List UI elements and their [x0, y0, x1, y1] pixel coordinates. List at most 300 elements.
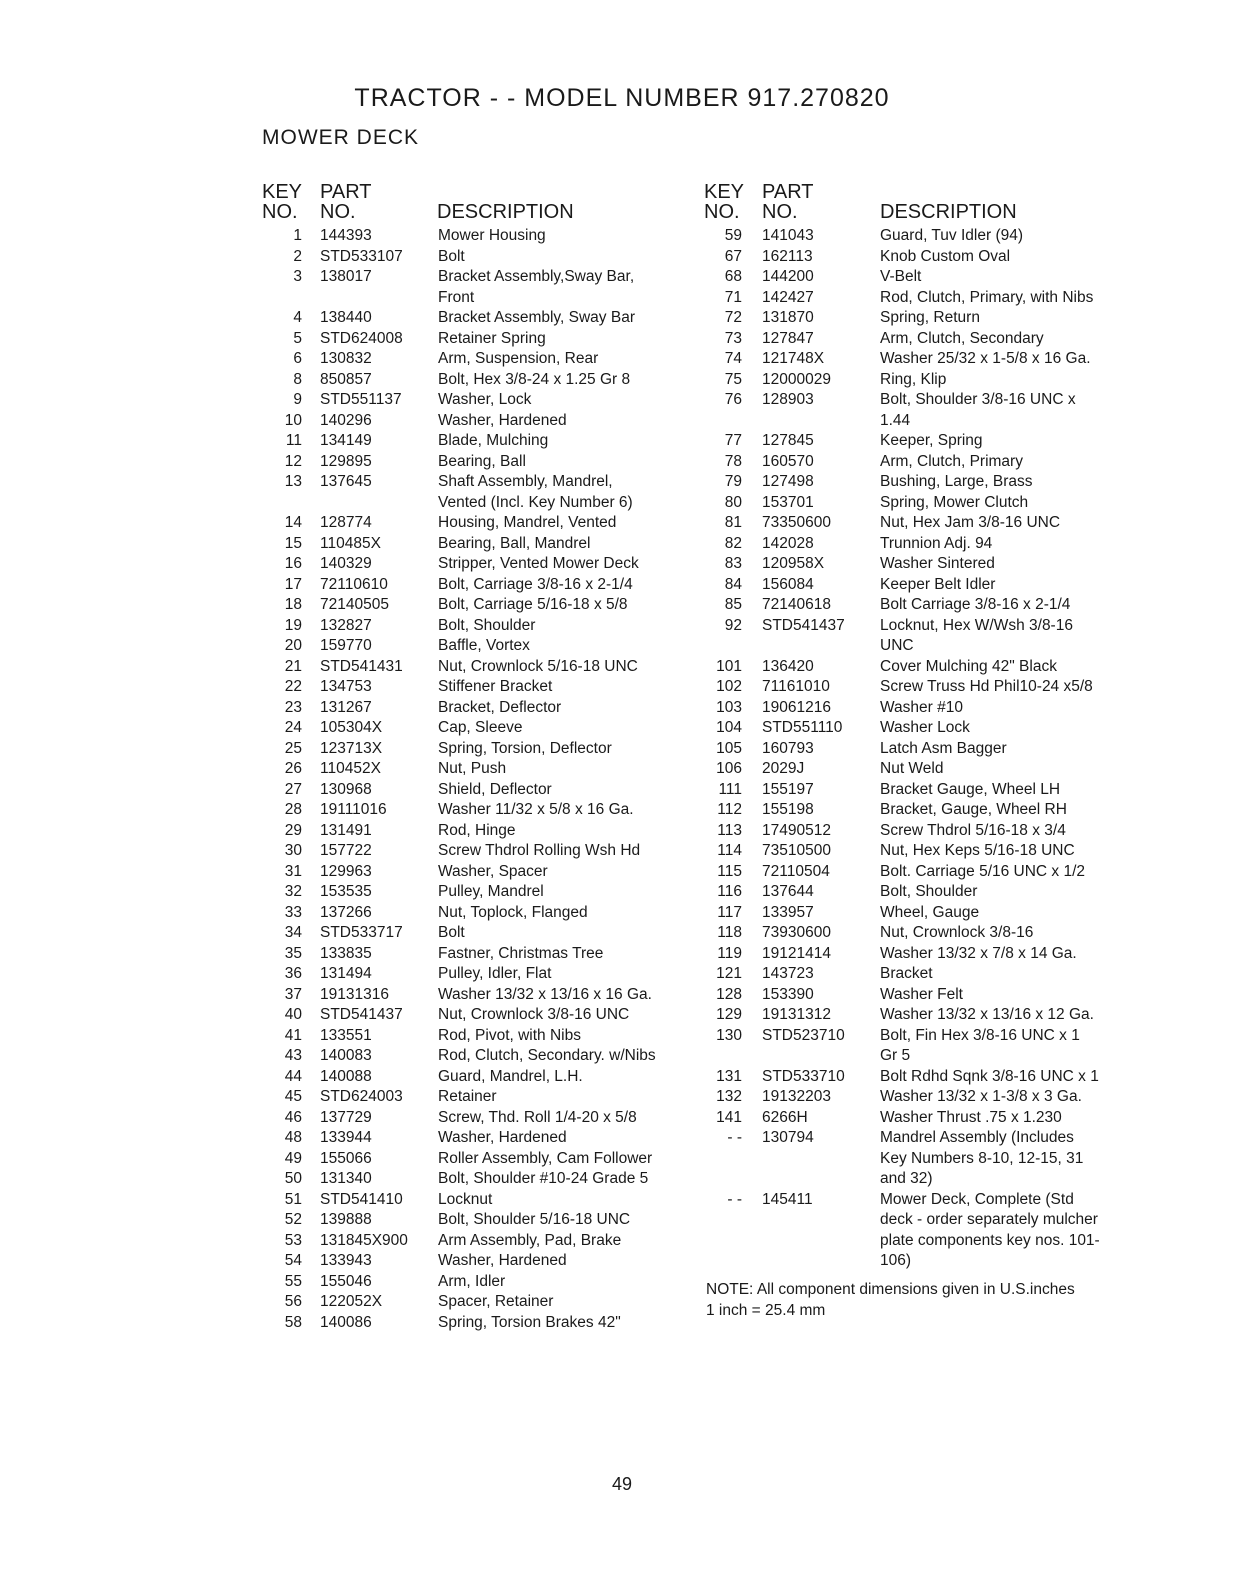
key-no: 2 [293, 247, 302, 265]
key-no: 26 [284, 760, 302, 777]
parts-row [262, 718, 682, 739]
part-no: 155197 [762, 780, 814, 798]
part-description: Spring, Torsion Brakes 42" [438, 1313, 621, 1331]
parts-row [704, 718, 1134, 739]
parts-row [262, 595, 682, 616]
parts-row [262, 1087, 682, 1108]
parts-row [704, 1005, 1134, 1026]
parts-row [704, 247, 1134, 268]
part-no: 131494 [320, 965, 372, 982]
part-no: 136420 [762, 657, 814, 675]
part-description: Bushing, Large, Brass [880, 473, 1033, 490]
part-no: 130794 [762, 1129, 814, 1146]
part-no: 137729 [320, 1108, 372, 1126]
parts-row [704, 739, 1134, 760]
key-no: 115 [717, 862, 742, 880]
key-no: 32 [284, 883, 302, 900]
part-description: Screw Thdrol Rolling Wsh Hd [438, 842, 641, 859]
key-no: 13 [284, 473, 302, 490]
part-description: Bolt Rdhd Sqnk 3/8-16 UNC x 1 [880, 1067, 1099, 1085]
key-no: 41 [284, 1026, 302, 1044]
key-no: 34 [284, 924, 302, 941]
parts-row [262, 349, 682, 370]
parts-row [262, 882, 682, 903]
page-title: TRACTOR - - MODEL NUMBER 917.270820 [354, 84, 890, 112]
part-description: Nut, Hex Jam 3/8-16 UNC [880, 514, 1061, 531]
key-no: 75 [724, 370, 742, 388]
parts-row [704, 308, 1134, 329]
section-heading: MOWER DECK [262, 126, 419, 149]
part-no: 143723 [762, 965, 814, 982]
part-description: Shield, Deflector [438, 780, 552, 798]
part-no: 139888 [320, 1211, 372, 1228]
key-no: 102 [716, 678, 742, 695]
key-no: 67 [724, 247, 742, 265]
parts-row [262, 759, 682, 780]
part-description: Spring, Torsion, Deflector [438, 739, 612, 757]
part-no: 155046 [320, 1272, 372, 1290]
key-no: 1 [293, 227, 302, 244]
part-no: 133943 [320, 1252, 372, 1269]
parts-row [704, 1128, 1134, 1190]
part-no: 153701 [762, 493, 814, 511]
part-no: 133957 [762, 903, 814, 921]
key-no: 78 [724, 452, 742, 470]
key-no: 35 [284, 944, 302, 962]
part-no: 127498 [762, 473, 814, 490]
part-no: 140329 [320, 555, 372, 572]
key-no: 45 [284, 1088, 302, 1105]
parts-row [704, 595, 1134, 616]
parts-row [262, 1251, 682, 1272]
part-no: 123713X [320, 739, 383, 757]
key-no: 21 [284, 657, 302, 675]
part-no: 137644 [762, 883, 814, 900]
part-description: Wheel, Gauge [880, 903, 980, 921]
part-description: Rod, Pivot, with Nibs [438, 1026, 581, 1044]
parts-row [704, 267, 1134, 288]
part-no-header: PART NO. [762, 181, 814, 223]
parts-row [704, 554, 1134, 575]
part-no: 72110610 [320, 575, 388, 593]
key-no: 29 [284, 821, 302, 839]
parts-row [262, 944, 682, 965]
part-no: 73510500 [762, 842, 831, 859]
parts-list-left [262, 226, 682, 1333]
part-no: 19111016 [320, 801, 387, 818]
key-no: 14 [284, 514, 302, 531]
part-no: 131340 [320, 1170, 372, 1187]
part-description: Mower Deck, Complete (Std deck - order separately mulcher plate components key nos. 101- 106) [880, 1190, 1100, 1269]
parts-row [262, 513, 682, 534]
part-description: Retainer Spring [438, 329, 546, 347]
part-description: Arm, Idler [438, 1272, 506, 1290]
part-no: 140083 [320, 1047, 372, 1064]
key-no: 27 [284, 780, 302, 798]
part-description: Stripper, Vented Mower Deck [438, 555, 639, 572]
part-description: Washer, Hardened [438, 1129, 567, 1146]
part-description: Washer Felt [880, 985, 963, 1003]
parts-row [262, 267, 682, 308]
part-no: STD533717 [320, 924, 403, 941]
part-no: 142427 [762, 288, 814, 306]
key-no: 72 [724, 309, 742, 326]
parts-row [704, 759, 1134, 780]
part-description: Roller Assembly, Cam Follower [438, 1149, 653, 1167]
parts-row [704, 370, 1134, 391]
parts-row [262, 411, 682, 432]
key-no: 10 [284, 411, 302, 429]
part-no: 155198 [762, 801, 814, 818]
key-no: 105 [716, 739, 742, 757]
part-description: Bracket Assembly,Sway Bar, Front [438, 268, 635, 306]
part-description: Baffle, Vortex [438, 637, 530, 654]
part-description: Washer 13/32 x 13/16 x 16 Ga. [438, 985, 652, 1003]
key-no: 48 [284, 1129, 302, 1146]
part-no: 138440 [320, 309, 372, 326]
key-no: 103 [716, 698, 742, 716]
part-no: 134149 [320, 432, 372, 449]
parts-row [262, 636, 682, 657]
part-description: Washer, Hardened [438, 1252, 567, 1269]
key-no: 30 [284, 842, 302, 859]
parts-row [704, 985, 1134, 1006]
parts-row [704, 288, 1134, 309]
parts-row [262, 862, 682, 883]
description-header: DESCRIPTION [437, 201, 574, 223]
part-description: Nut, Toplock, Flanged [438, 903, 588, 921]
parts-row [262, 554, 682, 575]
part-description: Bracket [880, 965, 933, 982]
parts-row [262, 1210, 682, 1231]
part-description: Washer 25/32 x 1-5/8 x 16 Ga. [880, 350, 1091, 367]
part-description: Bolt, Fin Hex 3/8-16 UNC x 1 Gr 5 [880, 1026, 1080, 1064]
part-description: Stiffener Bracket [438, 678, 553, 695]
part-description: Housing, Mandrel, Vented [438, 514, 617, 531]
key-no: 17 [284, 575, 302, 593]
part-description: Bolt, Carriage 3/8-16 x 2-1/4 [438, 575, 633, 593]
key-no: 9 [293, 391, 302, 408]
parts-row [262, 308, 682, 329]
part-description: Bolt, Shoulder #10-24 Grade 5 [438, 1170, 649, 1187]
part-description: Fastner, Christmas Tree [438, 944, 604, 962]
parts-row [704, 1067, 1134, 1088]
part-no: STD541410 [320, 1190, 403, 1208]
part-description: Cap, Sleeve [438, 719, 523, 736]
part-no: 131267 [320, 698, 372, 716]
key-no: 16 [284, 555, 302, 572]
parts-row [262, 800, 682, 821]
part-description: Bolt, Shoulder 3/8-16 UNC x 1.44 [880, 391, 1076, 429]
key-no: 106 [716, 760, 742, 777]
part-description: Washer #10 [880, 698, 963, 716]
parts-row [704, 226, 1134, 247]
part-no: 120958X [762, 555, 825, 572]
parts-row [262, 575, 682, 596]
key-no: 37 [284, 985, 302, 1003]
key-no: - - [727, 1129, 742, 1146]
part-description: Nut, Crownlock 5/16-18 UNC [438, 657, 638, 675]
parts-row [262, 616, 682, 637]
parts-row [262, 472, 682, 513]
key-no-header: KEY NO. [704, 181, 745, 223]
key-no: 49 [284, 1149, 302, 1167]
part-no: 157722 [320, 842, 372, 859]
parts-row [262, 677, 682, 698]
parts-row [262, 1128, 682, 1149]
description-header: DESCRIPTION [880, 201, 1017, 223]
part-no: STD541437 [320, 1006, 403, 1023]
parts-row [262, 534, 682, 555]
part-description: Washer, Spacer [438, 862, 548, 880]
part-description: Bearing, Ball [438, 452, 526, 470]
part-no: 162113 [762, 247, 813, 265]
parts-row [262, 657, 682, 678]
key-no: 40 [284, 1006, 302, 1023]
part-description: Spacer, Retainer [438, 1293, 554, 1310]
key-no: 114 [717, 842, 742, 859]
key-no: 28 [284, 801, 302, 818]
parts-row [262, 329, 682, 350]
key-no: 23 [284, 698, 302, 716]
part-no: 122052X [320, 1293, 383, 1310]
parts-column-left [262, 180, 682, 1333]
part-description: Arm, Suspension, Rear [438, 350, 599, 367]
part-description: Shaft Assembly, Mandrel, Vented (Incl. Key Number 6) [438, 473, 633, 511]
key-no: 53 [284, 1231, 302, 1249]
parts-row [704, 923, 1134, 944]
parts-row [704, 821, 1134, 842]
parts-row [262, 698, 682, 719]
part-no: 144393 [320, 227, 372, 244]
part-no: 133551 [320, 1026, 372, 1044]
parts-row [704, 575, 1134, 596]
part-no: STD551137 [320, 391, 402, 408]
parts-row [262, 1313, 682, 1334]
key-no: 33 [284, 903, 302, 921]
part-description: Washer Lock [880, 719, 970, 736]
part-no: 138017 [320, 268, 372, 285]
part-no: 72140618 [762, 596, 831, 613]
part-description: Guard, Tuv Idler (94) [880, 227, 1024, 244]
part-description: Rod, Hinge [438, 821, 516, 839]
part-description: Washer Thrust .75 x 1.230 [880, 1108, 1062, 1126]
key-no: 131 [716, 1067, 742, 1085]
part-no: 850857 [320, 370, 372, 388]
key-no: 8 [293, 370, 302, 388]
parts-row [262, 226, 682, 247]
key-no: 44 [284, 1067, 302, 1085]
part-description: Bolt, Carriage 5/16-18 x 5/8 [438, 596, 628, 613]
key-no: - - [727, 1190, 742, 1208]
part-no: 127847 [762, 329, 814, 347]
key-no: 31 [284, 862, 302, 880]
part-no: 140296 [320, 411, 372, 429]
part-no: STD523710 [762, 1026, 845, 1044]
parts-row [262, 452, 682, 473]
part-no: 105304X [320, 719, 383, 736]
parts-row [704, 1087, 1134, 1108]
part-no: 72110504 [762, 862, 830, 880]
parts-row [704, 431, 1134, 452]
part-no: 19131312 [762, 1006, 831, 1023]
parts-row [704, 800, 1134, 821]
part-no: 142028 [762, 534, 814, 552]
part-description: Arm Assembly, Pad, Brake [438, 1231, 622, 1249]
parts-row [704, 903, 1134, 924]
key-no: 50 [284, 1170, 302, 1187]
parts-row [704, 964, 1134, 985]
key-no: 56 [284, 1293, 302, 1310]
parts-row [704, 1108, 1134, 1129]
part-description: Bearing, Ball, Mandrel [438, 534, 591, 552]
part-description: Rod, Clutch, Primary, with Nibs [880, 288, 1094, 306]
parts-row [262, 841, 682, 862]
key-no: 130 [716, 1026, 742, 1044]
part-description: Bolt [438, 247, 465, 265]
part-no: 128774 [320, 514, 372, 531]
part-description: Washer Sintered [880, 555, 995, 572]
part-description: Bracket, Deflector [438, 698, 562, 716]
part-no: STD541437 [762, 616, 845, 634]
key-no: 3 [293, 268, 302, 285]
part-no: STD533107 [320, 247, 403, 265]
key-no: 22 [284, 678, 302, 695]
parts-row [262, 923, 682, 944]
parts-row [262, 1067, 682, 1088]
part-no: 71161010 [762, 678, 830, 695]
key-no: 51 [284, 1190, 302, 1208]
parts-row [704, 329, 1134, 350]
part-description: Nut, Hex Keps 5/16-18 UNC [880, 842, 1075, 859]
part-description: Bolt, Shoulder [880, 883, 978, 900]
part-no: 130832 [320, 350, 372, 367]
part-no: 137266 [320, 903, 372, 921]
key-no: 84 [724, 575, 742, 593]
part-no: 19121414 [762, 944, 831, 962]
parts-row [262, 780, 682, 801]
part-description: Mandrel Assembly (Includes Key Numbers 8-10, 12-15, 31 and 32) [880, 1129, 1084, 1187]
parts-row [704, 944, 1134, 965]
part-no: 159770 [320, 637, 372, 654]
key-no: 132 [716, 1088, 742, 1105]
part-no: 153535 [320, 883, 372, 900]
part-no: 73350600 [762, 514, 831, 531]
key-no: 25 [284, 739, 302, 757]
key-no: 111 [718, 780, 742, 798]
part-no: STD551110 [762, 719, 843, 736]
part-no: 131870 [762, 309, 814, 326]
parts-row [262, 964, 682, 985]
part-description: Locknut, Hex W/Wsh 3/8-16 UNC [880, 616, 1073, 654]
parts-row [262, 1190, 682, 1211]
key-no: 15 [284, 534, 302, 552]
part-description: Nut, Crownlock 3/8-16 UNC [438, 1006, 630, 1023]
key-no: 11 [285, 432, 302, 449]
part-description: Trunnion Adj. 94 [880, 534, 993, 552]
part-description: Rod, Clutch, Secondary. w/Nibs [438, 1047, 656, 1064]
key-no: 59 [724, 227, 742, 244]
parts-row [262, 247, 682, 268]
part-no: 140088 [320, 1067, 372, 1085]
parts-row [704, 882, 1134, 903]
part-description: Washer 11/32 x 5/8 x 16 Ga. [438, 801, 634, 818]
key-no: 74 [724, 350, 742, 367]
key-no: 12 [284, 452, 302, 470]
key-no: 104 [716, 719, 742, 736]
part-no: 12000029 [762, 370, 831, 388]
part-description: Mower Housing [438, 227, 546, 244]
part-no: 121748X [762, 350, 825, 367]
part-no: 19061216 [762, 698, 831, 716]
part-no: 160570 [762, 452, 814, 470]
parts-row [704, 452, 1134, 473]
part-description: Nut Weld [880, 760, 944, 777]
parts-row [704, 657, 1134, 678]
part-description: Pulley, Mandrel [438, 883, 544, 900]
part-description: Locknut [438, 1190, 493, 1208]
part-description: Keeper, Spring [880, 432, 983, 449]
part-no: 155066 [320, 1149, 372, 1167]
parts-row [262, 1272, 682, 1293]
parts-row [262, 1149, 682, 1170]
part-no: 133835 [320, 944, 372, 962]
part-description: Washer 13/32 x 7/8 x 14 Ga. [880, 944, 1077, 962]
part-no: 132827 [320, 616, 372, 634]
key-no: 80 [724, 493, 742, 511]
key-no: 19 [284, 616, 302, 634]
parts-row [262, 903, 682, 924]
part-description: Bracket Assembly, Sway Bar [438, 309, 635, 326]
key-no: 81 [724, 514, 742, 531]
part-no: 131845X900 [320, 1231, 408, 1249]
part-description: Washer 13/32 x 13/16 x 12 Ga. [880, 1006, 1094, 1023]
key-no: 54 [284, 1252, 302, 1269]
key-no: 46 [284, 1108, 302, 1126]
key-no: 55 [284, 1272, 302, 1290]
parts-row [262, 390, 682, 411]
key-no: 116 [717, 883, 742, 900]
parts-row [704, 1026, 1134, 1067]
part-description: Cover Mulching 42" Black [880, 657, 1057, 675]
part-no: 133944 [320, 1129, 372, 1146]
part-no: 17490512 [762, 821, 831, 839]
parts-row [262, 1292, 682, 1313]
key-no: 52 [284, 1211, 302, 1228]
part-no: 130968 [320, 780, 372, 798]
key-no: 58 [284, 1313, 302, 1331]
part-description: Screw Truss Hd Phil10-24 x5/8 [880, 678, 1093, 695]
key-no: 129 [716, 1006, 742, 1023]
part-no: 2029J [762, 760, 805, 777]
part-no: 145411 [762, 1190, 813, 1208]
part-description: Blade, Mulching [438, 432, 549, 449]
part-description: Bracket, Gauge, Wheel RH [880, 801, 1067, 818]
part-description: Spring, Mower Clutch [880, 493, 1029, 511]
key-no: 141 [716, 1108, 742, 1126]
part-description: Screw, Thd. Roll 1/4-20 x 5/8 [438, 1108, 637, 1126]
part-description: Ring, Klip [880, 370, 947, 388]
part-no: 153390 [762, 985, 814, 1003]
part-no: 19132203 [762, 1088, 831, 1105]
parts-row [704, 862, 1134, 883]
key-no: 79 [724, 473, 742, 490]
part-no: STD533710 [762, 1067, 845, 1085]
key-no: 77 [724, 432, 742, 449]
part-description: Guard, Mandrel, L.H. [438, 1067, 583, 1085]
part-no: 6266H [762, 1108, 808, 1126]
parts-row [704, 349, 1134, 370]
